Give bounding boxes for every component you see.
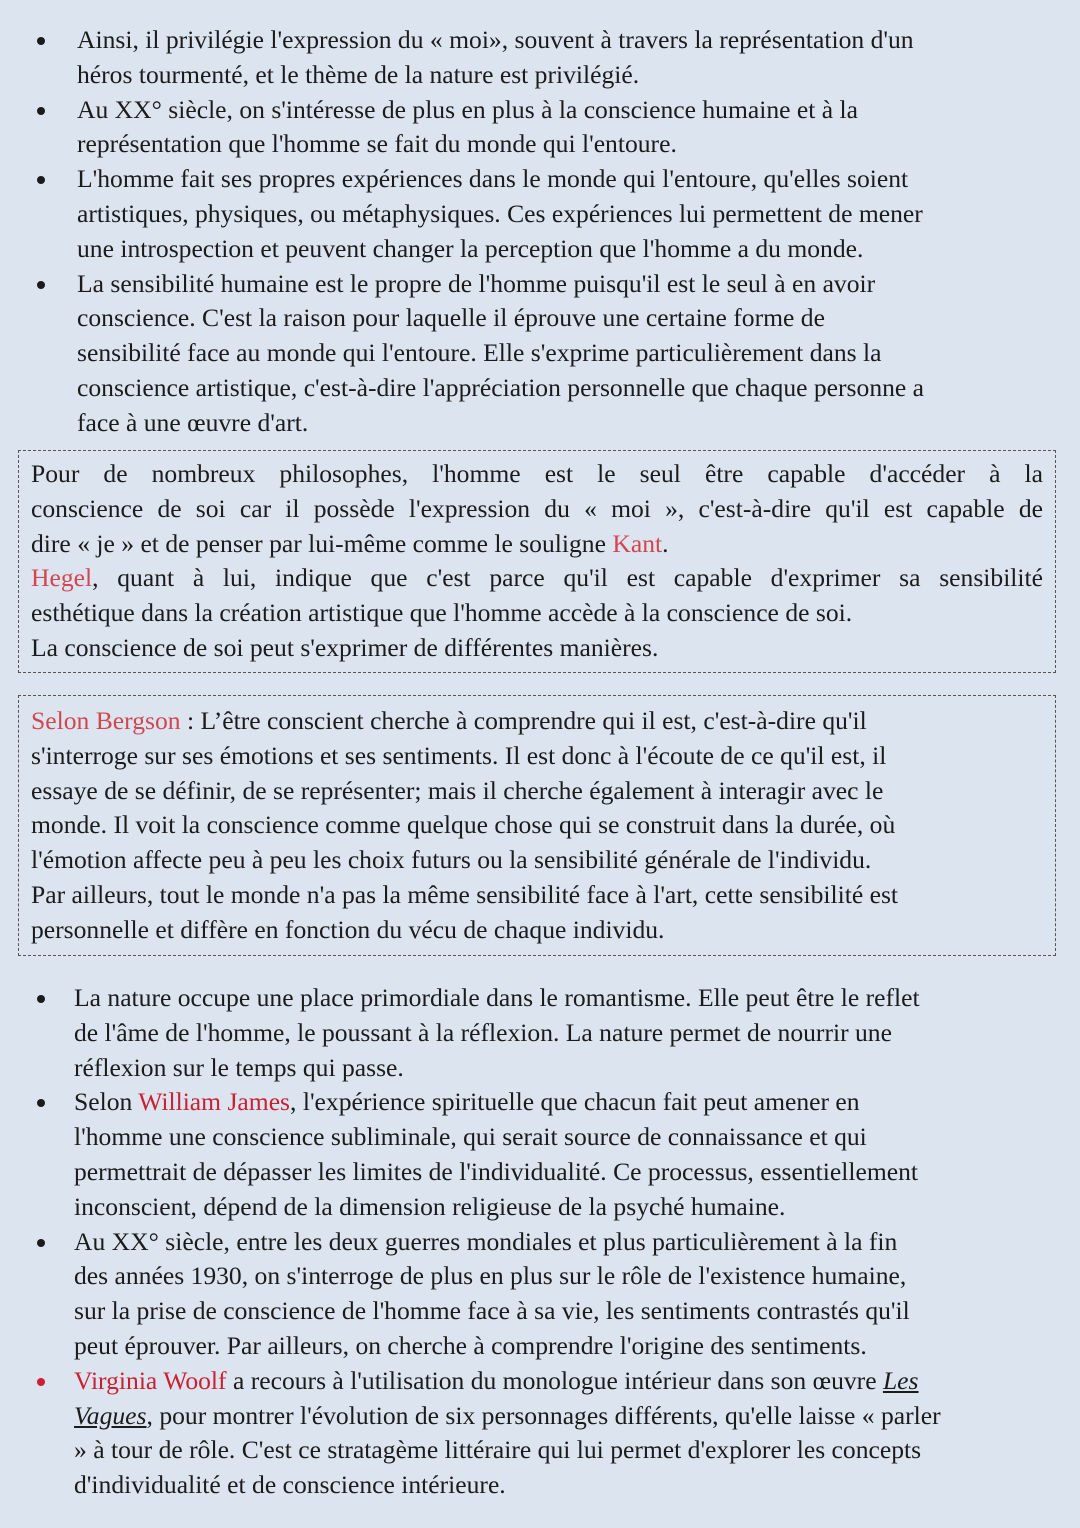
- text-segment: conscience artistique, c'est-à-dire l'appréciation personnelle que chaque personne a: [77, 372, 925, 402]
- text-segment: sensibilité face au monde qui l'entoure. Elle s'exprime particulièrement dans la: [77, 338, 882, 368]
- text-line: [31, 913, 1043, 948]
- text-line: [31, 457, 1043, 492]
- text-line: [31, 843, 1043, 878]
- text-segment: , pour montrer l'évolution de six personnages différents, qu'elle laisse « parler: [146, 1400, 941, 1430]
- text-segment: conscience. C'est la raison pour laquelle il éprouve une certaine forme de: [77, 303, 825, 333]
- text-segment: L'homme fait ses propres expériences dans le monde qui l'entoure, qu'elles soient: [77, 164, 909, 194]
- text-segment: Par ailleurs, tout le monde n'a pas la même sensibilité face à l'art, cette sensibilité est: [31, 879, 899, 909]
- text-line: [0, 1468, 1080, 1503]
- list-item: [0, 1364, 1080, 1503]
- text-segment: monde. Il voit la conscience comme quelque chose qui se construit dans la durée, où: [31, 810, 896, 840]
- text-line: [0, 197, 1080, 232]
- text-line: [0, 93, 1080, 128]
- text-line: [0, 1399, 1080, 1434]
- text-line: [0, 1120, 1080, 1155]
- top-bullet-list: [0, 23, 1080, 441]
- text-line: [0, 1225, 1080, 1260]
- text-line: [0, 127, 1080, 162]
- text-segment: peut éprouver. Par ailleurs, on cherche à comprendre l'origine des sentiments.: [74, 1330, 867, 1360]
- text-segment: une introspection et peuvent changer la perception que l'homme a du monde.: [77, 233, 864, 263]
- text-segment: Au XX° siècle, entre les deux guerres mondiales et plus particulièrement à la fin: [74, 1226, 898, 1256]
- list-item: [0, 162, 1080, 266]
- text-segment: inconscient, dépend de la dimension religieuse de la psyché humaine.: [74, 1191, 786, 1221]
- text-line: [0, 1294, 1080, 1329]
- list-item: [0, 267, 1080, 441]
- text-line: [0, 1259, 1080, 1294]
- text-segment: personnelle et diffère en fonction du vécu de chaque individu.: [31, 914, 665, 944]
- text-segment: Selon: [74, 1087, 139, 1117]
- text-segment: d'individualité et de conscience intérieure.: [74, 1470, 506, 1500]
- text-line: [31, 561, 1043, 596]
- text-line: [31, 739, 1043, 774]
- text-line: [0, 1433, 1080, 1468]
- text-segment: héros tourmenté, et le thème de la nature est privilégié.: [77, 59, 640, 89]
- text-line: [31, 878, 1043, 913]
- text-segment: .: [662, 528, 669, 558]
- philosophers-box: [18, 450, 1056, 673]
- text-segment: : L’être conscient cherche à comprendre qui il est, c'est-à-dire qu'il: [180, 706, 867, 735]
- bottom-bullet-list: [0, 981, 1080, 1503]
- highlighted-name: Hegel: [31, 563, 93, 593]
- text-line: [31, 704, 1043, 739]
- text-segment: a recours à l'utilisation du monologue intérieur dans son œuvre: [226, 1365, 883, 1395]
- text-line: [31, 808, 1043, 843]
- text-segment: La nature occupe une place primordiale dans le romantisme. Elle peut être le reflet: [74, 983, 920, 1012]
- highlighted-name: Virginia Woolf: [74, 1365, 227, 1395]
- text-segment: conscience de soi car il possède l'expression du « moi », c'est-à-dire qu'il est capable de: [31, 493, 1043, 523]
- text-segment: Ainsi, il privilégie l'expression du « moi», souvent à travers la représentation d'un: [77, 25, 914, 54]
- list-item: [0, 23, 1080, 93]
- highlighted-name: Selon Bergson: [31, 706, 181, 735]
- text-segment: des années 1930, on s'interroge de plus en plus sur le rôle de l'existence humaine,: [74, 1261, 907, 1291]
- text-line: [0, 23, 1080, 58]
- text-line: [0, 371, 1080, 406]
- list-item: [0, 981, 1080, 1085]
- text-line: [0, 162, 1080, 197]
- text-line: [0, 1016, 1080, 1051]
- text-line: [0, 232, 1080, 267]
- list-item: [0, 1225, 1080, 1364]
- text-segment: s'interroge sur ses émotions et ses sentiments. Il est donc à l'écoute de ce qu'il est, il: [31, 740, 887, 770]
- text-segment: essaye de se définir, de se représenter; mais il cherche également à interagir avec le: [31, 775, 884, 805]
- text-line: [31, 492, 1043, 527]
- text-segment: La sensibilité humaine est le propre de l'homme puisqu'il est le seul à en avoir: [77, 268, 876, 298]
- text-segment: l'homme une conscience subliminale, qui serait source de connaissance et qui: [74, 1122, 867, 1152]
- text-line: [0, 981, 1080, 1016]
- text-line: [0, 336, 1080, 371]
- text-line: [0, 267, 1080, 302]
- text-line: [31, 527, 1043, 562]
- text-segment: sur la prise de conscience de l'homme face à sa vie, les sentiments contrastés qu'il: [74, 1296, 910, 1326]
- text-segment: représentation que l'homme se fait du monde qui l'entoure.: [77, 129, 677, 159]
- text-segment: » à tour de rôle. C'est ce stratagème littéraire qui lui permet d'explorer les concepts: [74, 1435, 922, 1465]
- highlighted-name: William James: [138, 1087, 291, 1117]
- text-segment: , quant à lui, indique que c'est parce qu'il est capable d'exprimer sa sensibilité: [92, 563, 1043, 593]
- text-line: [0, 1085, 1080, 1120]
- text-line: [31, 774, 1043, 809]
- text-segment: Pour de nombreux philosophes, l'homme est le seul être capable d'accéder à la: [31, 459, 1043, 488]
- text-segment: La conscience de soi peut s'exprimer de différentes manières.: [31, 632, 659, 662]
- text-segment: de l'âme de l'homme, le poussant à la réflexion. La nature permet de nourrir une: [74, 1017, 892, 1047]
- text-segment: face à une œuvre d'art.: [77, 407, 309, 437]
- text-line: [0, 1329, 1080, 1364]
- text-segment: esthétique dans la création artistique que l'homme accède à la conscience de soi.: [31, 598, 853, 628]
- text-segment: artistiques, physiques, ou métaphysiques. Ces expériences lui permettent de mener: [77, 198, 923, 228]
- text-segment: , l'expérience spirituelle que chacun fait peut amener en: [290, 1087, 860, 1117]
- work-title: Vagues: [74, 1400, 147, 1430]
- text-segment: l'émotion affecte peu à peu les choix futurs ou la sensibilité générale de l'individu.: [31, 845, 872, 875]
- text-line: [0, 1155, 1080, 1190]
- text-line: [0, 1364, 1080, 1399]
- text-segment: permettrait de dépasser les limites de l'individualité. Ce processus, essentiellement: [74, 1156, 918, 1186]
- list-item: [0, 93, 1080, 163]
- highlighted-name: Kant: [612, 528, 663, 558]
- text-line: [31, 631, 1043, 666]
- text-line: [0, 406, 1080, 441]
- text-segment: dire « je » et de penser par lui-même comme le souligne: [31, 528, 613, 558]
- text-line: [31, 596, 1043, 631]
- list-item: [0, 1085, 1080, 1224]
- text-line: [0, 301, 1080, 336]
- bergson-box: [18, 695, 1056, 956]
- text-segment: Au XX° siècle, on s'intéresse de plus en plus à la conscience humaine et à la: [77, 94, 858, 124]
- text-line: [0, 58, 1080, 93]
- text-segment: réflexion sur le temps qui passe.: [74, 1052, 404, 1082]
- text-line: [0, 1051, 1080, 1086]
- text-line: [0, 1190, 1080, 1225]
- work-title: Les: [882, 1365, 919, 1395]
